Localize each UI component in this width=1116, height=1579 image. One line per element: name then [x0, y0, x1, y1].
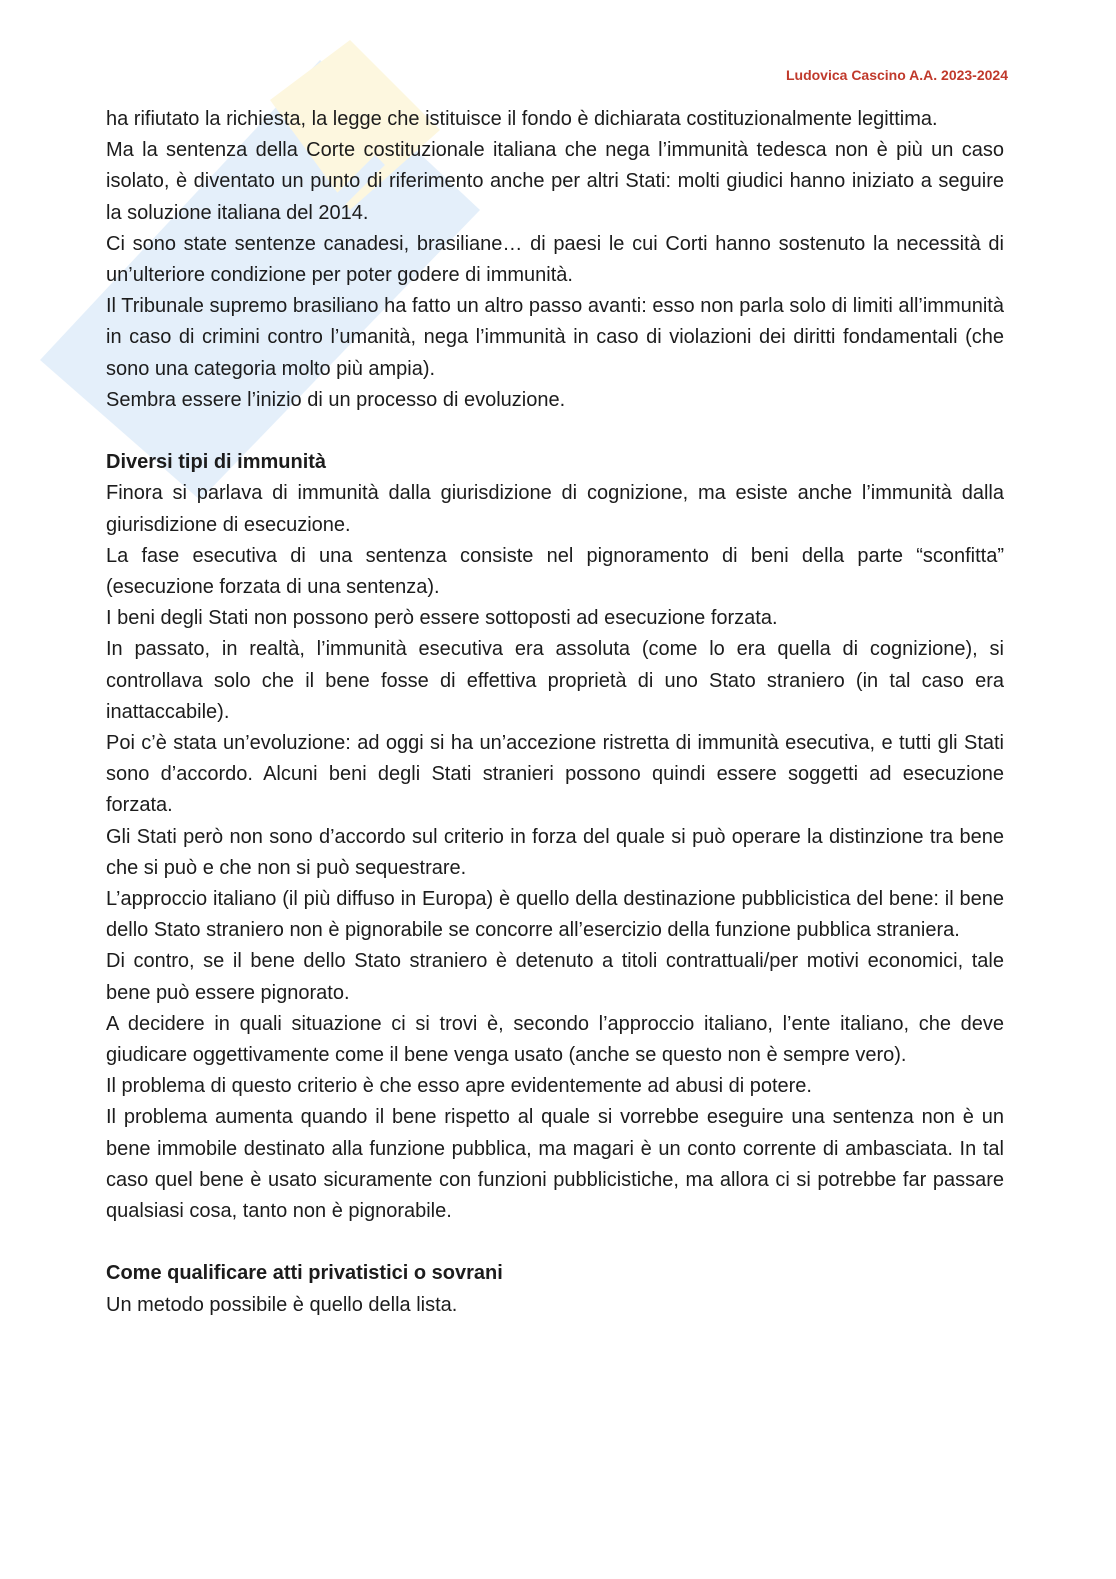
- paragraph: In passato, in realtà, l’immunità esecutiva era assoluta (come lo era quella di cognizione), si controllava solo che il bene fosse di effettiva proprietà di uno Stato straniero (in tal caso era inattaccabile).: [106, 638, 1004, 723]
- paragraph: ha rifiutato la richiesta, la legge che istituisce il fondo è dichiarata costituzionalmente legittima.: [106, 108, 938, 130]
- section-heading: Diversi tipi di immunità: [106, 451, 327, 474]
- paragraph: Il Tribunale supremo brasiliano ha fatto un altro passo avanti: esso non parla solo di limiti all’immunità in caso di crimini contro l’umanità, nega l’immunità in caso di violazioni dei diritti fondamentali (che sono una categoria molto più ampia).: [106, 295, 1004, 380]
- paragraph: I beni degli Stati non possono però essere sottoposti ad esecuzione forzata.: [106, 607, 778, 630]
- document-header: Ludovica Cascino A.A. 2023-2024: [785, 67, 1008, 83]
- section-qualify-acts: [106, 1258, 1004, 1320]
- paragraph: Ma la sentenza della Corte costituzionale italiana che nega l’immunità tedesca non è più un caso isolato, è diventato un punto di riferimento anche per altri Stati: molti giudici hanno iniziato a seguire la soluzione italiana del 2014.: [106, 139, 1004, 224]
- spacer: [106, 1227, 1004, 1258]
- paragraph: Gli Stati però non sono d’accordo sul criterio in forza del quale si può operare la distinzione tra bene che si può e che non si può sequestrare.: [106, 825, 1004, 879]
- paragraph: Finora si parlava di immunità dalla giurisdizione di cognizione, ma esiste anche l’immunità dalla giurisdizione di esecuzione.: [106, 482, 1004, 536]
- paragraph: Un metodo possibile è quello della lista.: [106, 1293, 458, 1316]
- section-immunity-types: [106, 447, 1004, 1227]
- paragraph: Poi c’è stata un’evoluzione: ad oggi si ha un’accezione ristretta di immunità esecutiva, e tutti gli Stati sono d’accordo. Alcuni beni degli Stati stranieri possono quindi essere soggetti ad esecuzione forzata.: [106, 732, 1004, 817]
- paragraph: Ci sono state sentenze canadesi, brasiliane… di paesi le cui Corti hanno sostenuto la necessità di un’ulteriore condizione per poter godere di immunità.: [106, 232, 1004, 287]
- paragraph: Di contro, se il bene dello Stato straniero è detenuto a titoli contrattuali/per motivi economici, tale bene può essere pignorato.: [106, 950, 1004, 1004]
- paragraph: La fase esecutiva di una sentenza consiste nel pignoramento di beni della parte “sconfitta” (esecuzione forzata di una sentenza).: [106, 544, 1004, 599]
- paragraph: L’approccio italiano (il più diffuso in Europa) è quello della destinazione pubblicistica del bene: il bene dello Stato straniero non è pignorabile se concorre all’esercizio della funzione pubblica straniera.: [106, 888, 1004, 942]
- section-heading: Come qualificare atti privatistici o sovrani: [106, 1262, 503, 1285]
- spacer: [106, 416, 1004, 447]
- paragraph: Il problema di questo criterio è che esso apre evidentemente ad abusi di potere.: [106, 1075, 812, 1098]
- section-intro: [106, 104, 1004, 416]
- paragraph: A decidere in quali situazione ci si trovi è, secondo l’approccio italiano, l’ente italiano, che deve giudicare oggettivamente come il bene venga usato (anche se questo non è sempre vero).: [106, 1012, 1004, 1067]
- paragraph: Sembra essere l’inizio di un processo di evoluzione.: [106, 388, 566, 411]
- document-body: [106, 104, 1004, 1321]
- paragraph: Il problema aumenta quando il bene rispetto al quale si vorrebbe eseguire una sentenza non è un bene immobile destinato alla funzione pubblica, ma magari è un conto corrente di ambasciata. In tal caso quel bene è usato sicuramente con funzioni pubblicistiche, ma allora ci si potrebbe far passare qualsiasi cosa, tanto non è pignorabile.: [106, 1106, 1004, 1223]
